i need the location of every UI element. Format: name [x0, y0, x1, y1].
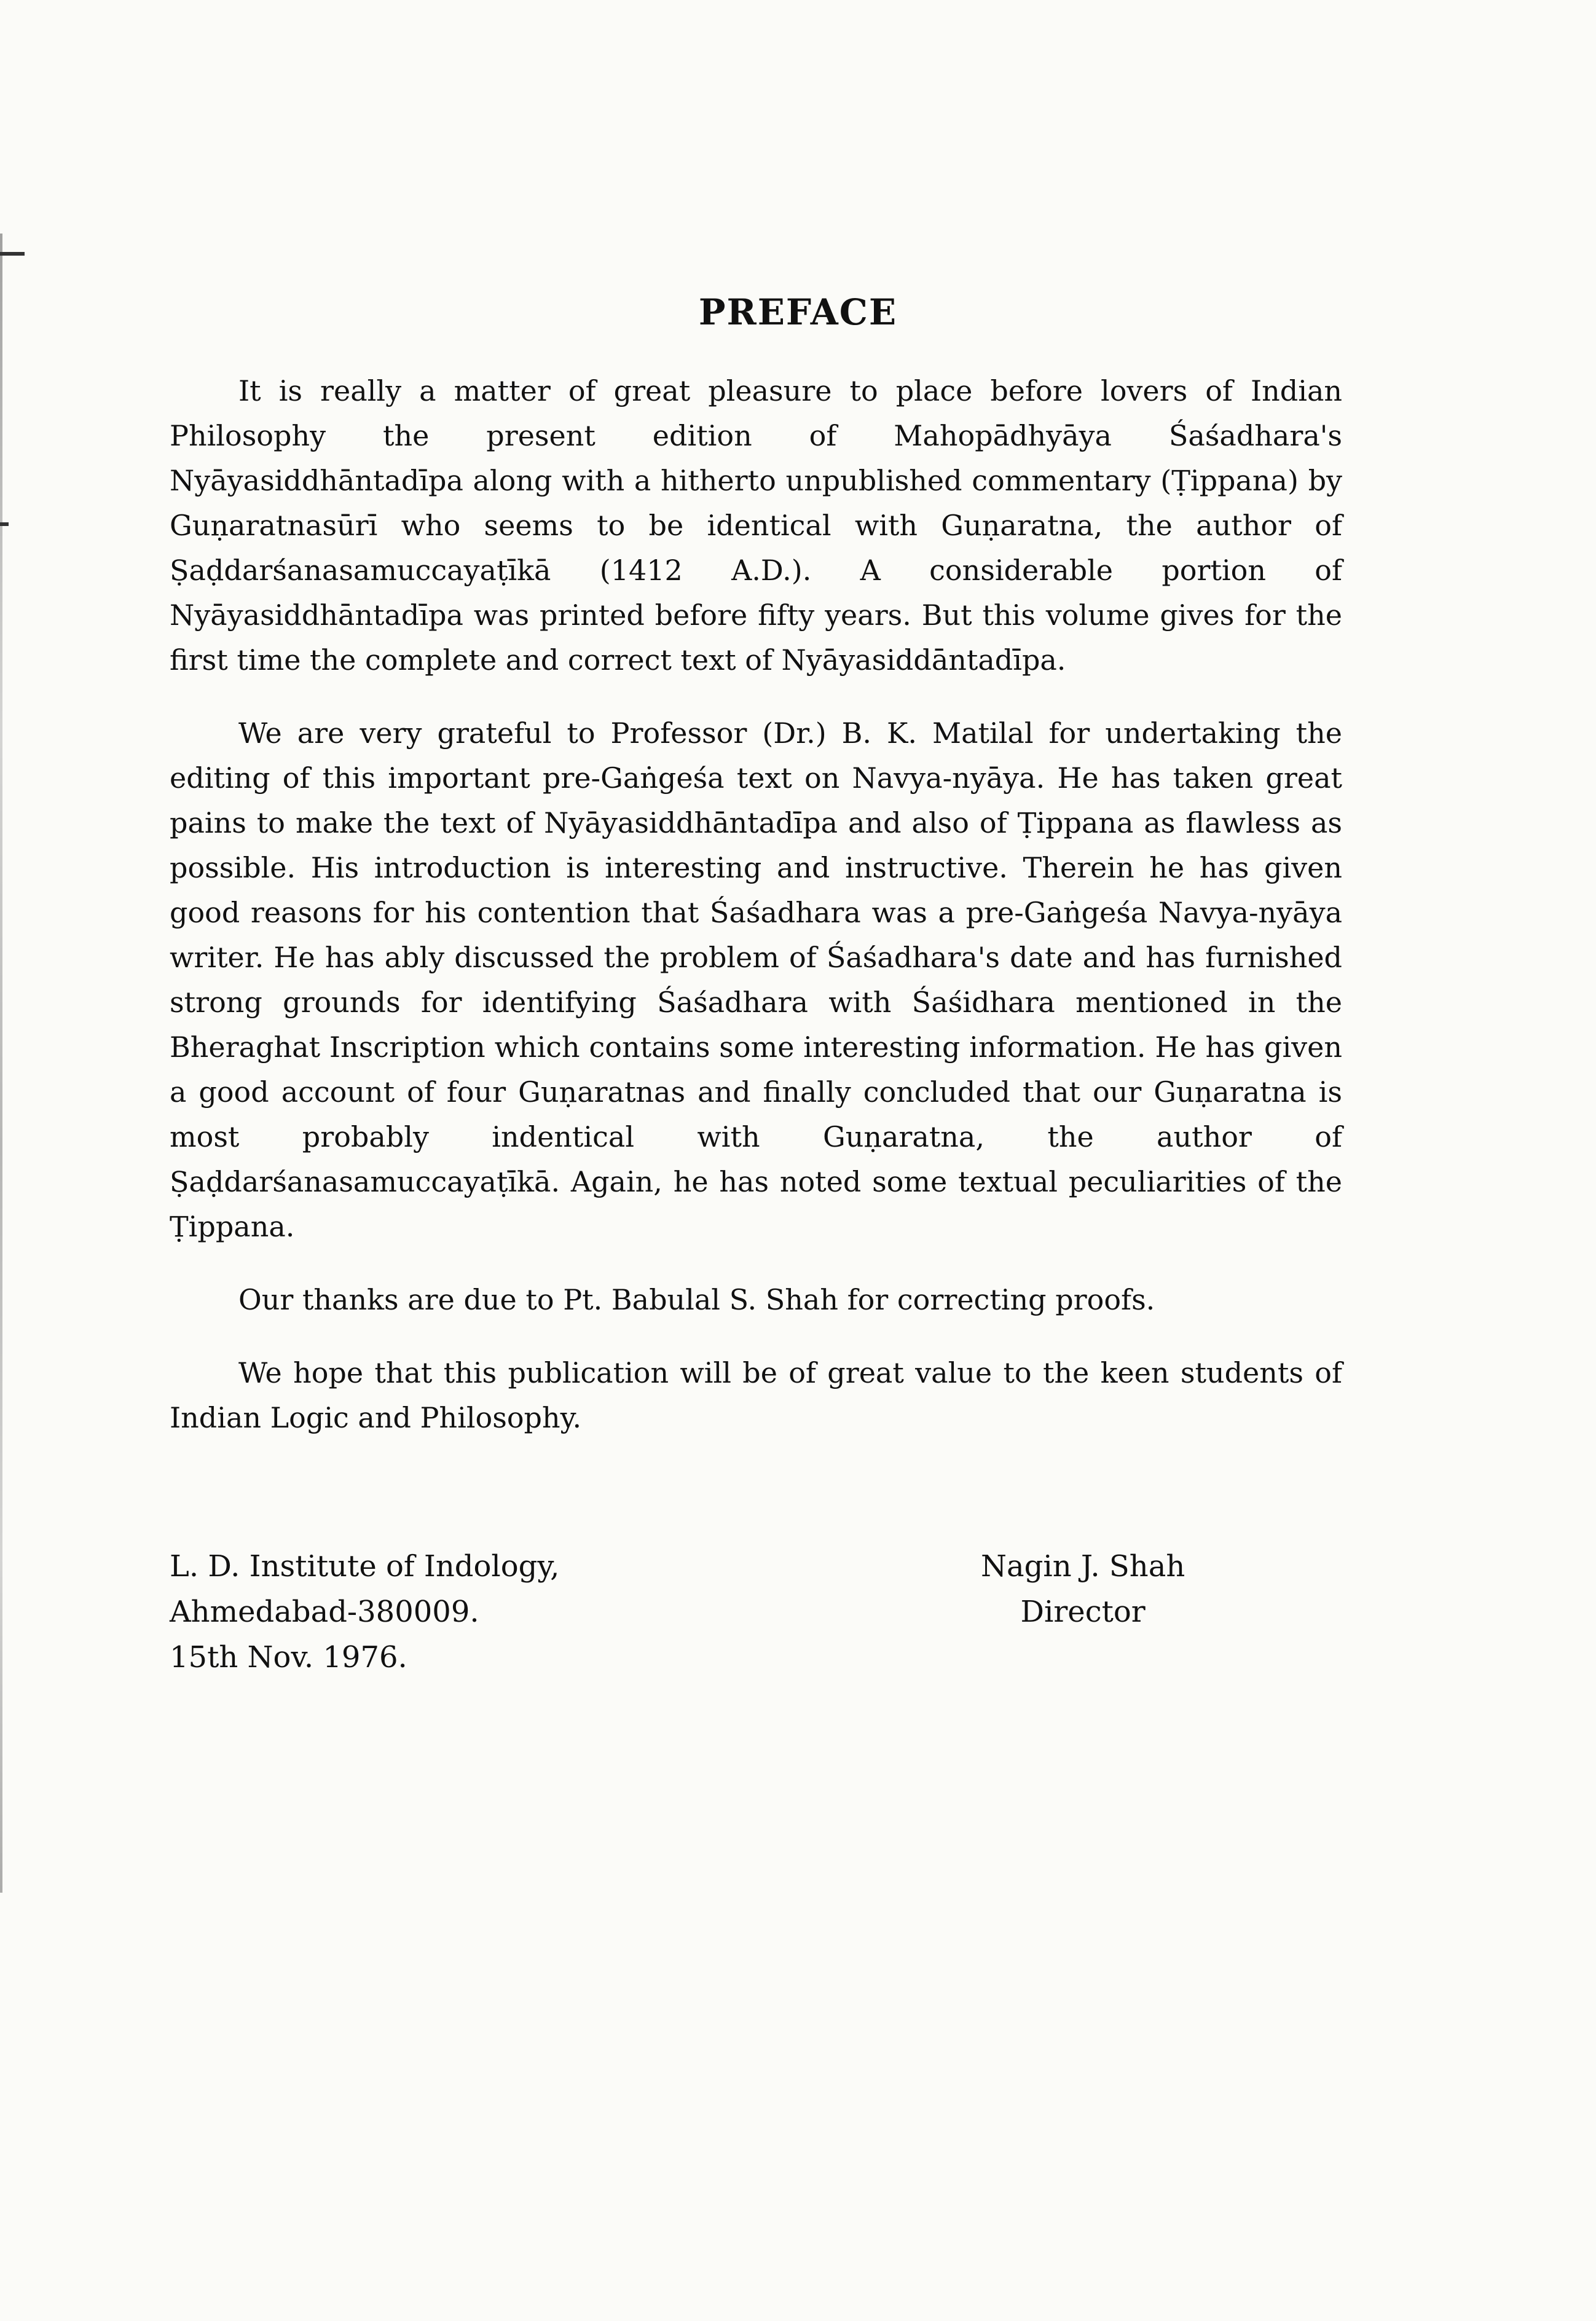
- institute-city: Ahmedabad-380009.: [170, 1595, 479, 1629]
- scan-margin-mark: [0, 252, 25, 256]
- signatory-block: [981, 1544, 1185, 1635]
- preface-body: [170, 369, 1342, 1440]
- paragraph-acknowledgement: We are very grateful to Professor (Dr.) B. K. Matilal for undertaking the editing of this important pre-Gaṅgeśa text on Navya-nyāya. He has taken great pains to make the text of Nyāyasiddhāntadīpa and also of Ṭippana as flawless as possible. His introduction is interesting and instructive. Therein he has given good reasons for his contention that Śaśadhara was a pre-Gaṅgeśa Navya-nyāya writer. He has ably discussed the problem of Śaśadhara's date and has furnished strong grounds for identifying Śaśadhara with Śaśidhara mentioned in the Bheraghat Inscription which contains some interesting information. He has given a good account of four Guṇaratnas and finally concluded that our Guṇaratna is most probably indentical with Guṇaratna, the author of Ṣaḍdarśanasamuccayaṭīkā. Again, he has noted some textual peculiarities of the Ṭippana.: [170, 717, 1342, 1243]
- institute-block: [170, 1544, 559, 1680]
- paragraph-hope: We hope that this publication will be of great value to the keen students of Indian Logic and Philosophy.: [170, 1356, 1342, 1434]
- preface-date: 15th Nov. 1976.: [170, 1640, 407, 1675]
- paragraph-thanks: Our thanks are due to Pt. Babulal S. Shah for correcting proofs.: [238, 1283, 1155, 1316]
- signatory-role: Director: [1020, 1595, 1146, 1629]
- scan-margin-mark: [0, 522, 9, 526]
- page-title: PREFACE: [698, 291, 898, 333]
- institute-name: L. D. Institute of Indology,: [170, 1549, 560, 1584]
- scan-margin-line: [0, 234, 2, 1893]
- paragraph-intro: It is really a matter of great pleasure to place before lovers of Indian Philosophy the present edition of Mahopādhyāya Śaśadhara's Nyāyasiddhāntadīpa along with a hitherto unpublished commentary (Ṭippana) by Guṇaratnasūrī who seems to be identical with Guṇaratna, the author of Ṣaḍdarśanasamuccayaṭīkā (1412 A.D.). A considerable portion of Nyāyasiddhāntadīpa was printed before fifty years. But this volume gives for the first time the complete and correct text of Nyāyasiddāntadīpa.: [170, 374, 1342, 677]
- signatory-name: Nagin J. Shah: [981, 1549, 1185, 1584]
